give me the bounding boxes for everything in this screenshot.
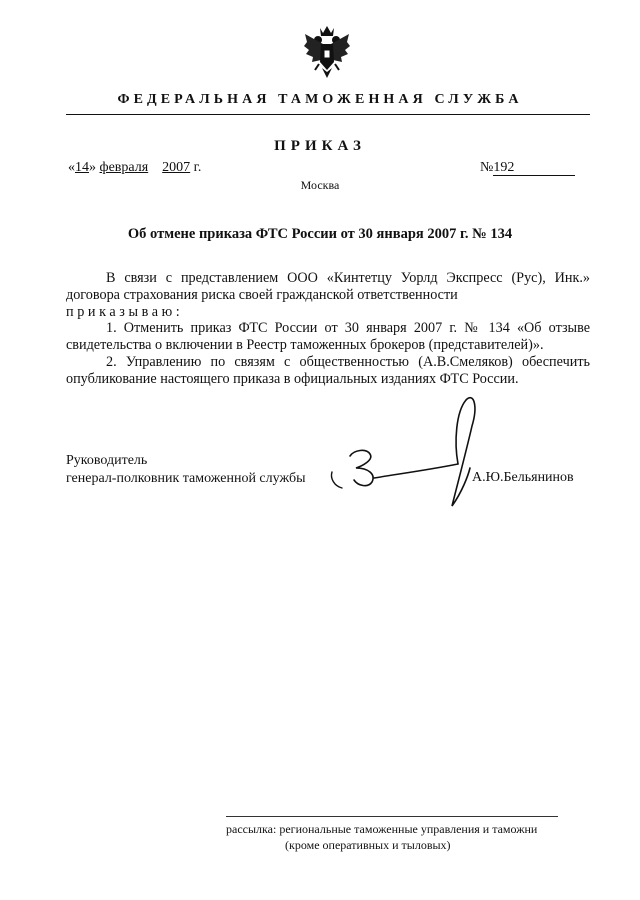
order-word: приказываю: bbox=[66, 303, 184, 320]
document-date bbox=[68, 160, 201, 176]
date-year: 2007 bbox=[162, 160, 191, 175]
order-item-1: 1. Отменить приказ ФТС России от 30 января 2007 г. № 134 «Об отзыве свидетельства о включении в Реестр таможенных брокеров (представителей)». bbox=[66, 320, 590, 354]
position-line-2: генерал-полковник таможенной службы bbox=[66, 471, 306, 486]
document-title: Об отмене приказа ФТС России от 30 января 2007 г. № 134 bbox=[127, 226, 513, 242]
signatory-name: А.Ю.Бельянинов bbox=[472, 470, 574, 485]
number-value: 192 bbox=[493, 161, 575, 176]
footer-rule bbox=[226, 816, 558, 817]
number-prefix: № bbox=[480, 160, 494, 175]
date-day: 14 bbox=[75, 160, 89, 175]
handwritten-signature bbox=[318, 392, 518, 512]
signatory-position bbox=[66, 452, 305, 488]
position-line-1: Руководитель bbox=[66, 453, 148, 468]
russian-coat-of-arms-icon bbox=[303, 24, 351, 80]
body-paragraph: В связи с представлением ООО «Кинтетцу Уорлд Экспресс (Рус), Инк.» договора страхования риска своей гражданской ответственности bbox=[66, 270, 590, 303]
agency-name: ФЕДЕРАЛЬНАЯ ТАМОЖЕННАЯ СЛУЖБА bbox=[117, 92, 523, 107]
document-type: ПРИКАЗ bbox=[274, 138, 366, 154]
distribution-line-1: рассылка: региональные таможенные управления и таможни bbox=[226, 822, 538, 836]
date-year-suffix: г. bbox=[193, 160, 202, 175]
date-close-quote: » bbox=[89, 160, 96, 175]
document-number bbox=[480, 160, 575, 176]
document-city: Москва bbox=[300, 178, 340, 192]
distribution-line-2: (кроме оперативных и тыловых) bbox=[285, 838, 451, 852]
document-body bbox=[66, 270, 590, 388]
header-rule bbox=[66, 114, 590, 115]
date-month: февраля bbox=[99, 160, 149, 175]
date-open-quote: « bbox=[68, 160, 75, 175]
order-item-2: 2. Управлению по связям с общественностью (А.В.Смеляков) обеспечить опубликование настоящего приказа в официальных изданиях ФТС России. bbox=[66, 353, 590, 387]
